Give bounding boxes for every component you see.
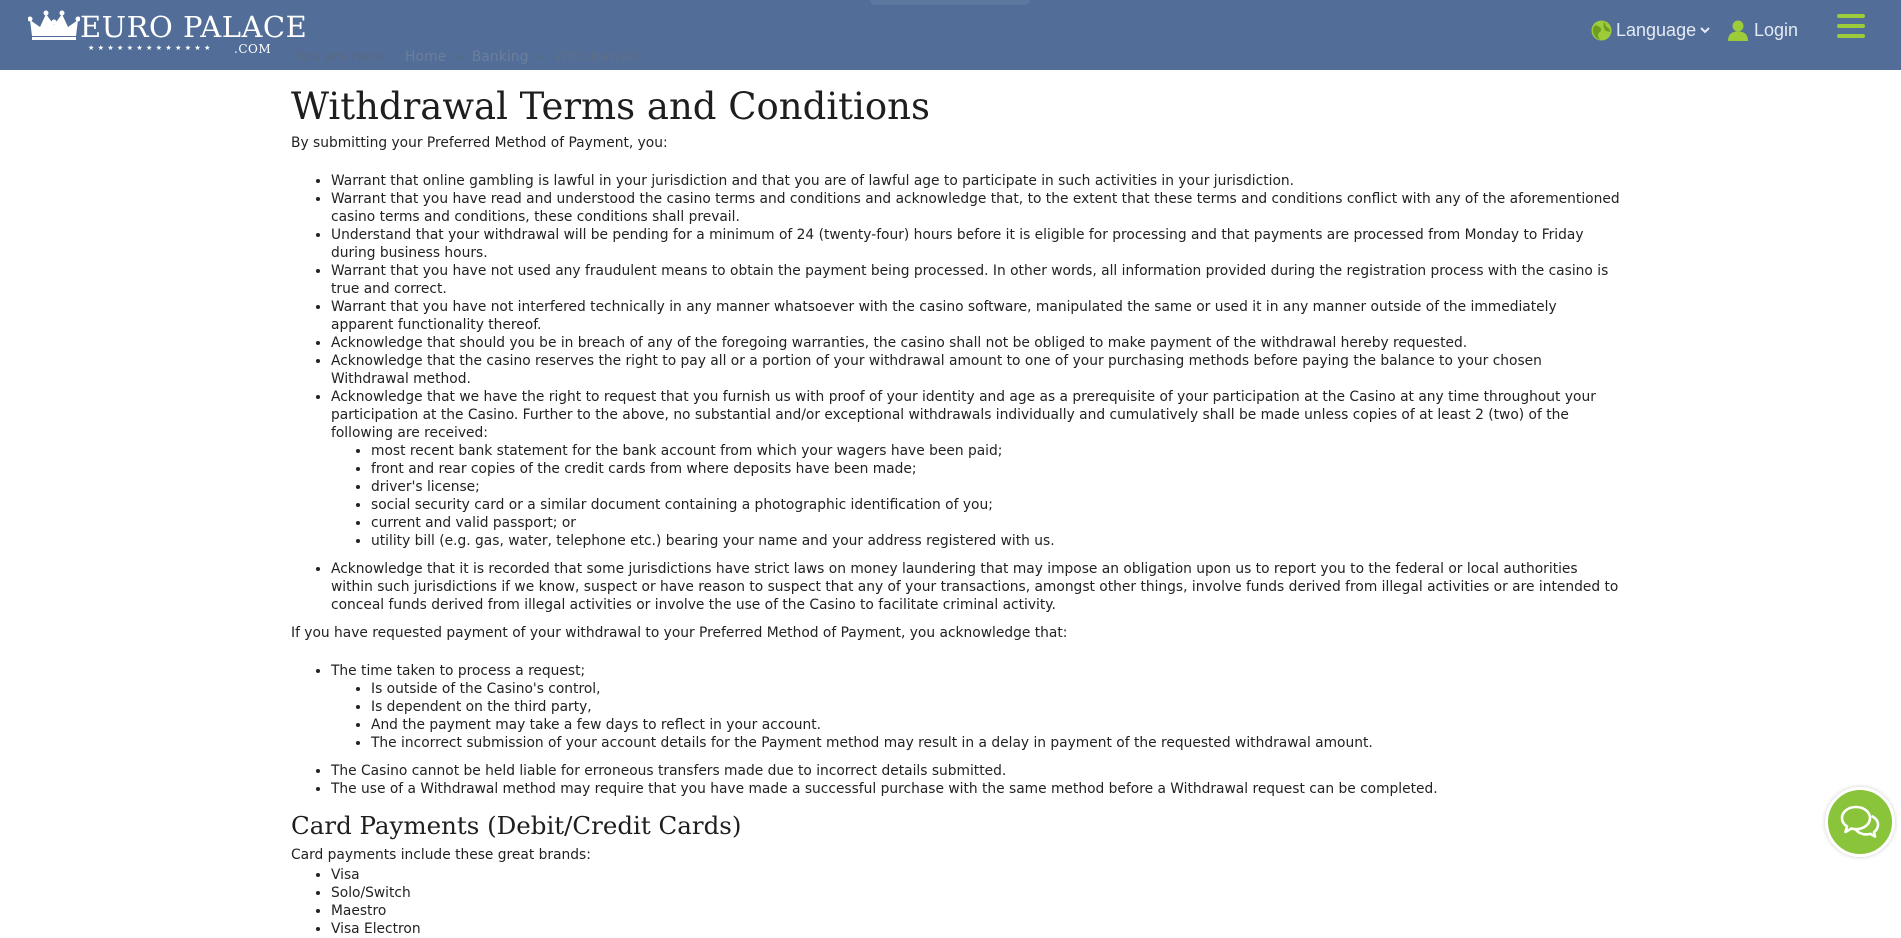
breadcrumb-separator: »: [536, 49, 546, 65]
site-logo[interactable]: [28, 8, 308, 58]
list-item: • driver's license;: [371, 478, 1621, 496]
breadcrumb-banking[interactable]: Banking: [471, 49, 529, 65]
list-item: • Acknowledge that should you be in breach of any of the foregoing warranties, the casino shall not be obliged to make payment of the withdrawal hereby requested.: [331, 334, 1621, 352]
list-item: • Visa Electron: [331, 920, 1621, 938]
language-label: Language: [1616, 19, 1697, 40]
breadcrumb-prefix: You are here: [296, 49, 384, 65]
list-item: • Understand that your withdrawal will be pending for a minimum of 24 (twenty-four) hours before it is eligible for processing and that payments are processed from Monday to Friday during business hours.: [331, 226, 1621, 262]
list-item: • Visa: [331, 866, 1621, 884]
list-item: • The use of a Withdrawal method may require that you have made a successful purchase with the same method before a Withdrawal request can be completed.: [331, 780, 1621, 798]
breadcrumb-home[interactable]: Home: [404, 49, 447, 65]
user-icon: [1728, 20, 1748, 41]
list-item: • Maestro: [331, 902, 1621, 920]
acknowledge-list: [291, 662, 1621, 798]
list-item: • social security card or a similar document containing a photographic identification of you;: [371, 496, 1621, 514]
crown-icon: [28, 10, 80, 42]
identity-text: Acknowledge that we have the right to request that you furnish us with proof of your identity and age as a prerequisite of your participation at the Casino at any time throughout your participation at the Casino. Further to the above, no substantial and/or exceptional withdrawals individually and cumulatively shall be made unless copies of at least 2 (two) of the following are received:: [331, 389, 1596, 441]
list-item: • most recent bank statement for the bank account from which your wagers have been paid;: [371, 442, 1621, 460]
main-content: [291, 80, 1621, 938]
breadcrumb-separator: »: [454, 49, 464, 65]
list-item: • And the payment may take a few days to reflect in your account.: [371, 716, 1621, 734]
list-item: • Warrant that you have read and understood the casino terms and conditions and acknowledge that, to the extent that these terms and conditions conflict with any of the aforementioned casino terms and conditions, these conditions shall prevail.: [331, 190, 1621, 226]
list-item: • Acknowledge that the casino reserves the right to pay all or a portion of your withdrawal amount to one of your purchasing methods before paying the balance to your chosen Withdrawal method.: [331, 352, 1621, 388]
breadcrumb: [296, 49, 644, 65]
header-tab-decoration: [870, 0, 1030, 5]
language-selector[interactable]: [1591, 15, 1711, 45]
list-item: • Warrant that online gambling is lawful in your jurisdiction and that you are of lawful age to participate in such activities in your jurisdiction.: [331, 172, 1621, 190]
warranties-list: [291, 172, 1621, 614]
intro-text: By submitting your Preferred Method of Payment, you:: [291, 135, 668, 151]
breadcrumb-separator: :: [391, 49, 397, 65]
list-item: • current and valid passport; or: [371, 514, 1621, 532]
card-intro: Card payments include these great brands:: [291, 847, 591, 863]
list-item: • Warrant that you have not interfered technically in any manner whatsoever with the casino software, manipulated the same or used it in any manner outside of the immediately apparent functionality thereof.: [331, 298, 1621, 334]
list-item: • Acknowledge that it is recorded that some jurisdictions have strict laws on money laundering that may impose an obligation upon us to report you to the federal or local authorities within such jurisdictions if we know, suspect or have reason to suspect that any of your transactions, amongst other things, involve funds derived from illegal activities or are intended to conceal funds derived from illegal activities or involve the use of the Casino to facilitate criminal activity.: [331, 560, 1621, 614]
hamburger-menu-icon[interactable]: [1837, 14, 1865, 40]
live-chat-button[interactable]: [1825, 787, 1895, 857]
time-taken-text: The time taken to process a request;: [331, 663, 586, 679]
list-item: • utility bill (e.g. gas, water, telephone etc.) bearing your name and your address registered with us.: [371, 532, 1621, 550]
chat-bubbles-icon: [1840, 804, 1880, 840]
list-item-time: [331, 662, 1621, 752]
requested-intro: If you have requested payment of your withdrawal to your Preferred Method of Payment, you acknowledge that:: [291, 625, 1068, 641]
login-label: Login: [1754, 19, 1799, 40]
list-item-identity: [331, 388, 1621, 550]
list-item: • front and rear copies of the credit cards from where deposits have been made;: [371, 460, 1621, 478]
list-item: • Is outside of the Casino's control,: [371, 680, 1621, 698]
breadcrumb-current: Withdrawals: [554, 49, 641, 65]
login-button[interactable]: [1728, 15, 1818, 45]
logo-name: EURO PALACE: [80, 10, 308, 44]
page-title: Withdrawal Terms and Conditions: [291, 85, 930, 128]
list-item: • The Casino cannot be held liable for erroneous transfers made due to incorrect details submitted.: [331, 762, 1621, 780]
list-item: • Solo/Switch: [331, 884, 1621, 902]
logo-stars: ★★★★★★★★★★★★★: [88, 44, 214, 52]
section-title-card-payments: Card Payments (Debit/Credit Cards): [291, 811, 742, 840]
globe-icon: [1591, 20, 1612, 41]
list-item: • Is dependent on the third party,: [371, 698, 1621, 716]
time-points-list: [331, 680, 1621, 752]
chevron-down-icon: [1700, 26, 1710, 34]
list-item: • Warrant that you have not used any fraudulent means to obtain the payment being processed. In other words, all information provided during the registration process with the casino is true and correct.: [331, 262, 1621, 298]
card-brands-list: [291, 866, 1621, 938]
site-header: [0, 0, 1901, 70]
list-item: • The incorrect submission of your account details for the Payment method may result in a delay in payment of the requested withdrawal amount.: [371, 734, 1621, 752]
documents-list: [331, 442, 1621, 550]
logo-suffix: .COM: [234, 42, 272, 56]
